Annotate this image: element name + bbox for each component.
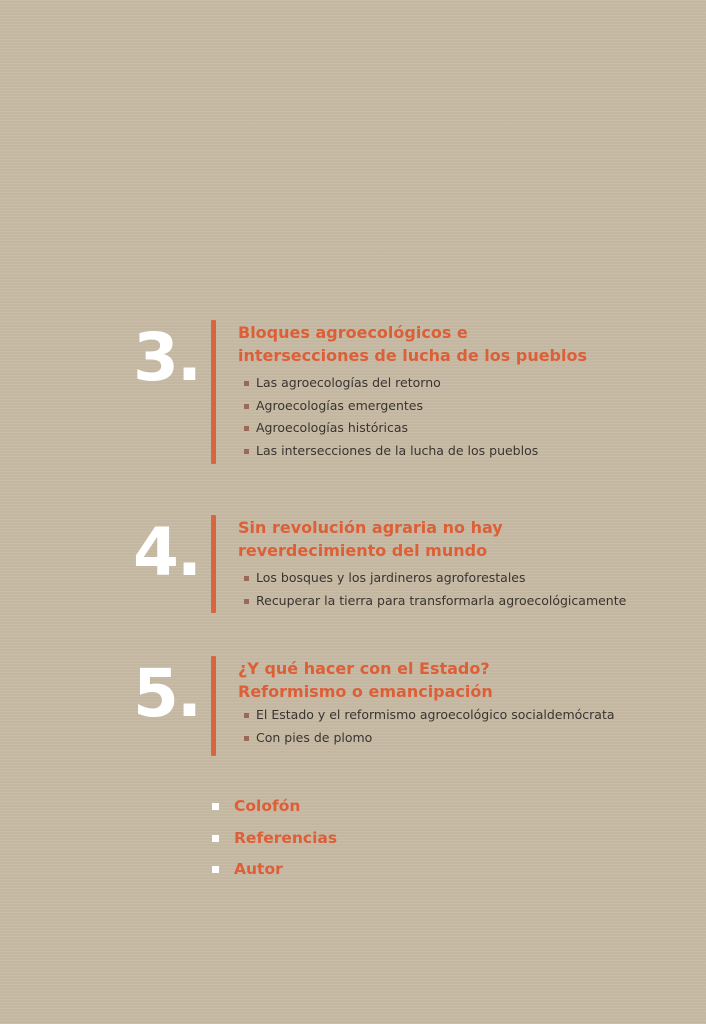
appendix-item-colofon[interactable]: [212, 796, 337, 828]
appendix-item-referencias[interactable]: [212, 828, 337, 860]
square-bullet-icon: [244, 426, 249, 431]
square-bullet-icon: [212, 835, 219, 842]
section-title-line: Bloques agroecológicos e: [238, 323, 468, 342]
toc-item[interactable]: [244, 567, 626, 590]
section-title[interactable]: [238, 657, 493, 703]
toc-item[interactable]: [244, 704, 615, 727]
section-title-line: Reformismo o emancipación: [238, 682, 493, 701]
toc-item[interactable]: [244, 727, 615, 750]
section-item-list: [244, 567, 626, 612]
toc-item[interactable]: [244, 372, 538, 395]
appendix-item-label: Referencias: [234, 828, 338, 847]
section-title-line: Sin revolución agraria no hay: [238, 518, 503, 537]
square-bullet-icon: [244, 449, 249, 454]
section-title-line: ¿Y qué hacer con el Estado?: [238, 659, 490, 678]
appendix-item-label: Colofón: [234, 797, 301, 815]
square-bullet-icon: [244, 404, 249, 409]
square-bullet-icon: [244, 599, 249, 604]
square-bullet-icon: [212, 803, 219, 810]
appendix-list: [212, 796, 337, 891]
appendix-item-label: Autor: [234, 860, 283, 878]
section-item-list: [244, 704, 615, 749]
section-divider-bar: [211, 515, 216, 613]
square-bullet-icon: [244, 713, 249, 718]
square-bullet-icon: [244, 576, 249, 581]
toc-item[interactable]: [244, 440, 538, 463]
toc-item-label: Las intersecciones de la lucha de los pueblos: [256, 442, 539, 458]
toc-item-label: Agroecologías emergentes: [256, 397, 424, 413]
section-title-line: reverdecimiento del mundo: [238, 541, 488, 560]
square-bullet-icon: [212, 866, 219, 873]
toc-item[interactable]: [244, 590, 626, 613]
section-number: 5.: [133, 655, 200, 732]
section-title-line: intersecciones de lucha de los pueblos: [238, 346, 588, 365]
section-divider-bar: [211, 320, 216, 464]
toc-item[interactable]: [244, 417, 538, 440]
toc-item-label: Recuperar la tierra para transformarla agroecológicamente: [256, 592, 627, 608]
square-bullet-icon: [244, 381, 249, 386]
appendix-item-autor[interactable]: [212, 859, 337, 891]
toc-item-label: Los bosques y los jardineros agroforestales: [256, 570, 526, 585]
toc-item-label: Con pies de plomo: [256, 729, 373, 745]
section-title[interactable]: [238, 516, 503, 562]
toc-item[interactable]: [244, 395, 538, 418]
toc-item-label: Las agroecologías del retorno: [256, 375, 441, 390]
section-title[interactable]: [238, 321, 587, 367]
section-divider-bar: [211, 656, 216, 756]
section-number: 3.: [133, 319, 200, 396]
square-bullet-icon: [244, 736, 249, 741]
toc-item-label: El Estado y el reformismo agroecológico socialdemócrata: [256, 707, 615, 722]
toc-item-label: Agroecologías históricas: [256, 420, 408, 435]
section-number: 4.: [133, 514, 200, 591]
section-item-list: [244, 372, 538, 462]
